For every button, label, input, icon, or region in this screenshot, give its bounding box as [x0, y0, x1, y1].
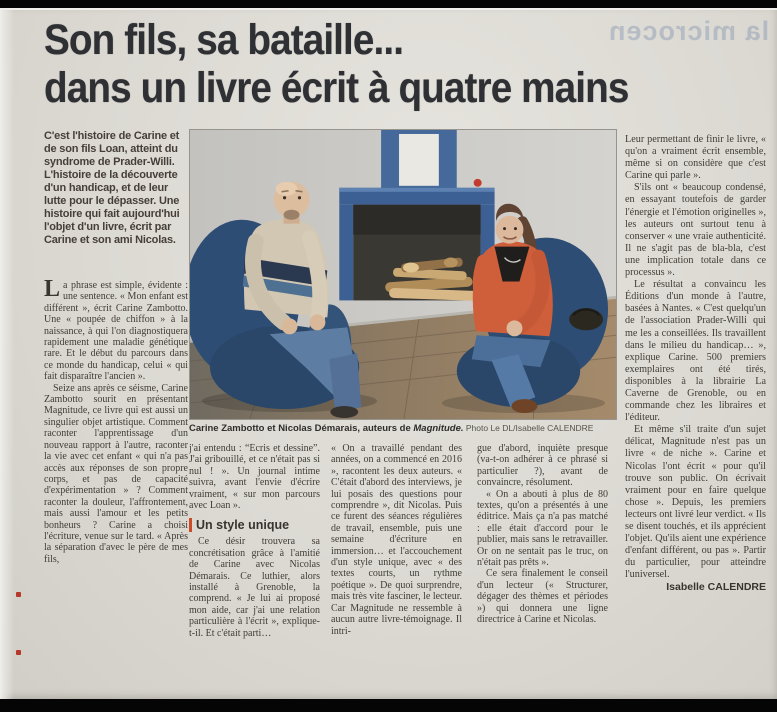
headline-line-2: dans un livre écrit à quatre mains: [44, 64, 629, 112]
headline-line-1: Son fils, sa bataille...: [44, 16, 404, 64]
letterbox-top: [0, 0, 777, 8]
photo-camera-bag: [569, 308, 603, 330]
caption-book-title: Magnitude.: [413, 423, 464, 434]
paragraph: Leur permettant de finir le livre, « qu'on a vraiment écrit ensemble, même si on considère que c'est Carine qui parle ».: [625, 134, 766, 182]
caption-names: Carine Zambotto et Nicolas Démarais, auteurs de: [189, 423, 414, 434]
margin-red-dot: [16, 650, 21, 655]
paragraph: Ce sera finalement le conseil d'un lecteur (« Structurer, dégager des thèmes et périodes ») qui donnera une ligne directrice à Carine et Nicolas.: [477, 568, 608, 626]
paragraph-text: a phrase est simple, évidente : une sentence. « Mon enfant est différent », écrit Carine Zambotto. Une « poupée de chiffon » à la naissance, à qui l'on diagnostiquera rapidement une maladie génétique rare. Et le début du parcours dans ce monde du handicap, celui « qui fait disparaître l'ancien ».: [44, 280, 188, 383]
photo-illustration: [190, 130, 616, 419]
newspaper-page: [0, 8, 777, 701]
subhead-accent-bar: [189, 518, 192, 532]
caption-photo-credit: Photo Le DL/Isabelle CALENDRE: [463, 423, 594, 433]
subhead: [189, 518, 320, 532]
bleedthrough-text: la microcen: [607, 16, 769, 46]
letterbox-bottom: [0, 699, 777, 712]
byline: Isabelle CALENDRE: [666, 581, 766, 594]
paragraph: Et même s'il traite d'un sujet délicat, Magnitude n'est pas un livre « de niche ». Carine et Nicolas l'ont écrit « pour qu'il trouve son public. On écrivait vraiment pour en faire quelque chose ». Depuis, les premiers lecteurs ont livré leur verdict. « Ils se disent touchés, et ils apprécient l'objet. Qu'ils aient une expérience d'enfant différent, ou pas ». Partir du particulier, pour atteindre l'universel.: [625, 424, 766, 581]
photo-caption: [189, 423, 621, 434]
paragraph: j'ai entendu : “Écris et dessine”. J'ai gribouillé, et ce n'était pas si nul ! ». Un journal intime suivra, avant l'envie d'écrire vraiment, « sur mon parcours avec Loan ».: [189, 443, 320, 512]
paragraph: Ce désir trouvera sa concrétisation grâce à l'amitié de Carine avec Nicolas Démarais. Ce luthier, alors installé à Grenoble, la comprend. « Je lui ai proposé mon aide, car j'ai une relation particulière à l'écrit », explique-t-il. Et c'était parti…: [189, 536, 320, 639]
page-edge: [0, 10, 14, 701]
paragraph: gue d'abord, inquiète presque (va-t-on adhérer à ce phrasé si particulier ?), avant de convaincre, résolument.: [477, 443, 608, 489]
article-column-1: [44, 280, 188, 702]
article-column-2: [189, 443, 320, 701]
article-column-5: [625, 134, 766, 701]
paragraph: Seize ans après ce séisme, Carine Zambotto sourit en présentant Magnitude, ce livre qui est aussi un singulier objet artistique. Comment raconter l'apprentissage d'un nouveau rapport à l'autre, raconter la vie avec cet enfant « qui n'a pas accès aux réponses de son propre corps, et pas de capacité d'expérimentation » ? Comment raconter la douleur, l'affrontement, mais aussi l'amour et les petits bonheurs ? Carine a choisi l'écriture, venue sur le tard. « Après la séparation d'avec le père de mes fils,: [44, 382, 188, 565]
paragraph: « On a travaillé pendant des années, on a commencé en 2016 », racontent les deux auteurs. « C'était d'abord des interviews, je lui posais des questions pour comprendre », dit Nicolas. Puis ce furent des séances régulières de travail, ensemble, puis une semaine d'écriture en immersion… et l'accouchement d'un style unique, avec « des textes courts, un rythme poétique ». De quoi surprendre, mais très vite fasciner, le lecteur. Car Magnitude ne ressemble à aucun autre livre-témoignage. Il intri-: [331, 443, 462, 637]
article-column-3: [331, 443, 462, 701]
subhead-text: Un style unique: [196, 517, 290, 532]
headline: [44, 16, 776, 112]
dropcap: L: [44, 280, 61, 302]
margin-red-dot: [16, 592, 21, 597]
paragraph: S'ils ont « beaucoup condensé, en essayant toutefois de garder l'énergie et l'émotion originelles », les auteurs ont surtout tenu à conserver « une vraie authenticité. Il ne s'agit pas de bla-bla, c'est une implication totale dans ce processus ».: [625, 182, 766, 279]
standfirst: C'est l'histoire de Carine et de son fils Loan, atteint du syndrome de Prader-Willi. L'histoire de la découverte d'un handicap, et de leur lutte pour le dépasser. Une histoire qui fait aujourd'hui l'objet d'un livre, écrit par Carine et son ami Nicolas.: [44, 130, 180, 246]
mantel-red-object: [474, 179, 482, 187]
paragraph: Le résultat a convaincu les Éditions d'un monde à l'autre, basées à Nantes. « C'est quelqu'un de l'association Prader-Willi qui me les a conseillées. Ils travaillent dans le milieu du handicap… », explique Carine. 500 premiers exemplaires ont été tirés, disponibles à la librairie La Caverne de Grenoble, ou en commande chez les libraires et l'éditeur.: [625, 279, 766, 424]
paragraph: « On a abouti à plus de 80 textes, qu'on a présentés à une éditrice. Mais ça n'a pas matché : elle était d'accord pour le publier, mais sans le retravailler. Or on ne sentait pas le truc, on n'était pas prêts ».: [477, 488, 608, 569]
article-column-4: [477, 443, 608, 701]
article-photo: [189, 129, 617, 420]
paragraph: [44, 280, 188, 383]
